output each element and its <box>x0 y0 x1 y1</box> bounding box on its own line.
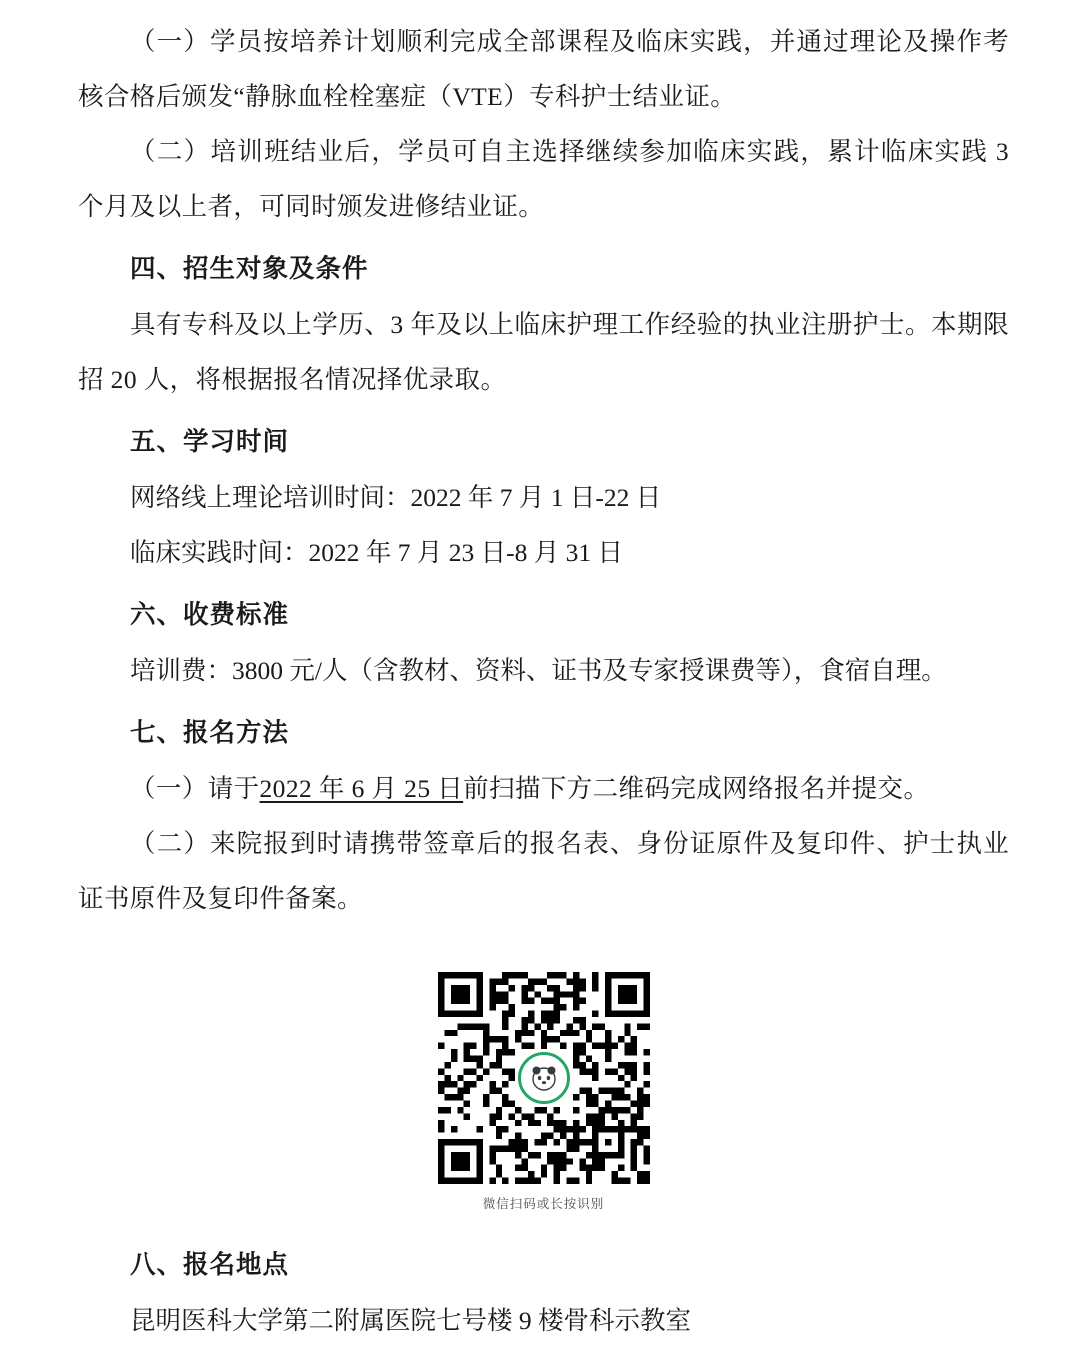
paragraph-certificate-2: （二）培训班结业后，学员可自主选择继续参加临床实践，累计临床实践 3 个月及以上者，可同时颁发进修结业证。 <box>78 137 1009 221</box>
spacer <box>78 580 1009 588</box>
body-section-7-item-1 <box>78 761 1009 816</box>
paragraph-certificate-1: （一）学员按培养计划顺利完成全部课程及临床实践，并通过理论及操作考核合格后颁发“静脉血栓栓塞症（VTE）专科护士结业证。 <box>78 27 1009 111</box>
heading-section-4: 四、招生对象及条件 <box>130 255 369 283</box>
spacer <box>78 1212 1009 1238</box>
registration-deadline-date: 2022 年 6 月 25 日 <box>259 774 464 803</box>
spacer <box>78 407 1009 415</box>
spacer <box>78 234 1009 242</box>
heading-section-7: 七、报名方法 <box>130 719 290 747</box>
body-section-8: 昆明医科大学第二附属医院七号楼 9 楼骨科示教室 <box>130 1306 692 1335</box>
heading-section-6: 六、收费标准 <box>130 601 290 629</box>
qr-caption: 微信扫码或长按识别 <box>482 1197 605 1211</box>
registration-deadline-prefix: （一）请于 <box>130 774 260 803</box>
registration-deadline-suffix: 前扫描下方二维码完成网络报名并提交。 <box>463 774 930 803</box>
body-section-7-item-2: （二）来院报到时请携带签章后的报名表、身份证原件及复印件、护士执业证书原件及复印件备案。 <box>78 829 1009 913</box>
wechat-panda-avatar-icon <box>518 1052 570 1104</box>
body-section-5-line-1: 网络线上理论培训时间：2022 年 7 月 1 日-22 日 <box>130 483 662 512</box>
qr-code-image[interactable] <box>438 972 650 1184</box>
heading-section-5: 五、学习时间 <box>130 428 290 456</box>
body-section-4: 具有专科及以上学历、3 年及以上临床护理工作经验的执业注册护士。本期限招 20 人，将根据报名情况择优录取。 <box>78 310 1009 394</box>
spacer <box>78 698 1009 706</box>
body-section-6: 培训费：3800 元/人（含教材、资料、证书及专家授课费等），食宿自理。 <box>130 656 947 685</box>
qr-code-block <box>78 972 1009 1212</box>
body-section-5-line-2: 临床实践时间：2022 年 7 月 23 日-8 月 31 日 <box>130 538 623 567</box>
heading-section-8: 八、报名地点 <box>130 1251 290 1279</box>
